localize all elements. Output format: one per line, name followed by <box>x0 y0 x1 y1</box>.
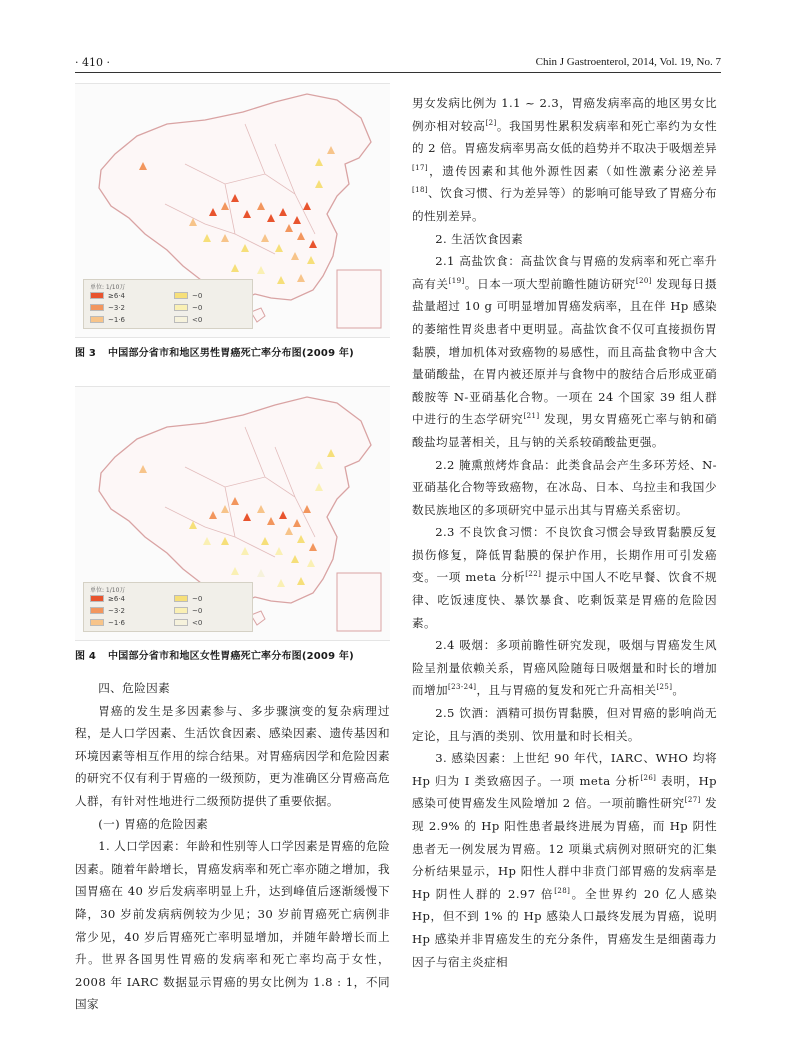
legend-swatch <box>174 595 188 602</box>
figure-3-caption <box>75 344 390 366</box>
hainan-island <box>251 611 265 625</box>
page-number: · 410 · <box>75 56 110 69</box>
subsection-heading: (一) 胃癌的危险因素 <box>98 816 209 831</box>
figure-3-title: 中国部分省市和地区男性胃癌死亡率分布图(2009 年) <box>108 348 354 359</box>
high-salt-paragraph: 2.1 高盐饮食：高盐饮食与胃癌的发病率和死亡率升高有关[19]。日本一项大型前瞻性随访研究[20] 发现每日摄盐量超过 10 g 可明显增加胃癌发病率，且在伴 Hp 感染的萎缩性胃炎患者中更明显。高盐饮食不仅可直接损伤胃黏膜，增加机体对致癌物的易感性，而且高盐食物中含大量硝酸盐，在胃内被还原并与食物中的胺结合后形成亚硝酸胺等 N-亚硝基化合物。一项在 24 个国家 39 组人群中进行的生态学研究[21] 发现，男女胃癌死亡率与钠和硝酸盐均显著相关，且与钠的关系较硝酸盐更强。 <box>412 254 717 449</box>
legend-label: ~0 <box>192 607 203 615</box>
legend-swatch <box>174 607 188 614</box>
infection-paragraph: 3. 感染因素：上世纪 90 年代，IARC、WHO 均将 Hp 归为 I 类致癌因子。一项 meta 分析[26] 表明，Hp 感染可使胃癌发生风险增加 2 倍。一项前瞻性研究[27] 发现 2.9% 的 Hp 阳性患者最终进展为胃癌，而 Hp 阴性患者无一例发展为胃癌。12 项巢式病例对照研究的汇集分析结果显示，Hp 阳性人群中非贲门部胃癌的发病率是 Hp 阴性人群的 2.97 倍[28]。全世界约 20 亿人感染 Hp，但不到 1% 的 Hp 感染人口最终发展为胃癌，说明 Hp 感染并非胃癌发生的充分条件，胃癌发生是细菌毒力因子与宿主炎症相 <box>412 751 718 969</box>
page-header <box>75 52 721 72</box>
legend-swatch <box>90 619 104 626</box>
map-legend <box>83 582 253 632</box>
legend-label: ~0 <box>192 304 203 312</box>
legend-item <box>90 607 125 616</box>
citation-ref: [28] <box>554 886 571 895</box>
legend-label: <0 <box>192 316 203 324</box>
figure-3-label: 图 3 <box>75 348 97 359</box>
demographic-paragraph: 1. 人口学因素：年龄和性别等人口学因素是胃癌的危险因素。随着年龄增长，胃癌发病率和死亡率亦随之增加，我国胃癌在 40 岁后发病率明显上升，达到峰值后逐渐缓慢下降，30 岁前发病病例较为少见；30 岁前胃癌死亡病例非常少见，40 岁后胃癌死亡率明显增加，并随年龄增长而上升。世界各国男性胃癌的发病率和死亡率均高于女性，2008 年 IARC 数据显示胃癌的男女比例为 1.8 : 1，不同国家 <box>75 839 390 1012</box>
citation-ref: [21] <box>523 412 540 421</box>
figure-4-map <box>75 386 390 641</box>
legend-swatch <box>90 316 104 323</box>
south-sea-inset <box>337 270 381 328</box>
legend-unit: 单位: 1/10万 <box>90 284 126 291</box>
legend-label: ~0 <box>192 292 203 300</box>
legend-swatch <box>90 304 104 311</box>
legend-item <box>90 619 125 628</box>
gender-paragraph: 男女发病比例为 1.1 ~ 2.3，胃癌发病率高的地区男女比例亦相对较高[2]。我国男性累积发病率和死亡率约为女性的 2 倍。胃癌发病率男高女低的趋势并不取决于吸烟差异[17]，遗传因素和其他外源性因素（如性激素分泌差异[18]、饮食习惯、行为差异等）的影响可能导致了胃癌分布的性别差异。 <box>412 96 717 223</box>
left-column <box>75 83 390 1016</box>
figure-4-caption <box>75 647 390 669</box>
smoked-food-paragraph: 2.2 腌熏煎烤炸食品：此类食品会产生多环芳烃、N-亚硝基化合物等致癌物，在冰岛、日本、乌拉圭和我国少数民族地区的多项研究中显示出其与胃癌关系密切。 <box>412 457 717 517</box>
citation-ref: [27] <box>684 796 701 805</box>
legend-item <box>90 595 125 604</box>
legend-swatch <box>90 595 104 602</box>
figure-4-label: 图 4 <box>75 651 97 662</box>
eating-habits-paragraph: 2.3 不良饮食习惯：不良饮食习惯会导致胃黏膜反复损伤修复，降低胃黏膜的保护作用，长期作用可引发癌变。一项 meta 分析[22] 提示中国人不吃早餐、饮食不规律、吃饭速度快、暴饮暴食、吃剩饭菜是胃癌的危险因素。 <box>412 525 717 630</box>
legend-label: ~3·2 <box>108 304 125 312</box>
legend-item <box>174 292 202 301</box>
legend-label: ~1·6 <box>108 619 125 627</box>
lifestyle-heading: 2. 生活饮食因素 <box>435 231 524 246</box>
citation-ref: [26] <box>640 773 657 782</box>
citation-ref: [22] <box>525 570 542 579</box>
intro-paragraph: 胃癌的发生是多因素参与、多步骤演变的复杂病理过程，是人口学因素、生活饮食因素、感染因素、遗传基因和环境因素等相互作用的综合结果。对胃癌病因学和危险因素的研究不仅有利于胃癌的一级预防，更为准确区分胃癌高危人群，有针对性地进行二级预防提供了重要依据。 <box>75 703 390 808</box>
legend-swatch <box>174 304 188 311</box>
citation-ref: [19] <box>448 276 465 285</box>
legend-item <box>174 595 202 604</box>
map-legend <box>83 279 253 329</box>
legend-label: ~0 <box>192 595 203 603</box>
citation-ref: [18] <box>412 186 428 195</box>
legend-item <box>90 316 125 325</box>
legend-label: ~1·6 <box>108 316 125 324</box>
legend-swatch <box>90 607 104 614</box>
smoking-paragraph: 2.4 吸烟：多项前瞻性研究发现，吸烟与胃癌发生风险呈剂量依赖关系，胃癌风险随每日吸烟量和时长的增加而增加[23-24]，且与胃癌的复发和死亡升高相关[25]。 <box>412 638 717 698</box>
legend-unit: 单位: 1/10万 <box>90 587 126 594</box>
legend-item <box>174 619 202 628</box>
citation-ref: [23-24] <box>447 683 477 692</box>
journal-citation: Chin J Gastroenterol, 2014, Vol. 19, No. 7 <box>535 56 721 68</box>
figure-4-title: 中国部分省市和地区女性胃癌死亡率分布图(2009 年) <box>108 651 354 662</box>
figure-3-map <box>75 83 390 338</box>
section-heading-risk-factors: 四、危险因素 <box>98 681 171 695</box>
legend-swatch <box>90 292 104 299</box>
south-sea-inset <box>337 573 381 631</box>
right-column <box>412 92 717 973</box>
alcohol-paragraph: 2.5 饮酒：酒精可损伤胃黏膜，但对胃癌的影响尚无定论，且与酒的类别、饮用量和时长相关。 <box>412 706 717 743</box>
legend-label: ~3·2 <box>108 607 125 615</box>
legend-swatch <box>174 316 188 323</box>
header-rule <box>75 72 721 73</box>
legend-item <box>174 304 202 313</box>
legend-item <box>174 607 202 616</box>
legend-label: <0 <box>192 619 203 627</box>
legend-item <box>90 292 125 301</box>
citation-ref: [2] <box>485 118 497 127</box>
citation-ref: [25] <box>656 683 673 692</box>
citation-ref: [17] <box>412 163 428 172</box>
citation-ref: [20] <box>635 276 652 285</box>
legend-label: ≥6·4 <box>108 292 125 300</box>
legend-item <box>174 316 202 325</box>
legend-item <box>90 304 125 313</box>
hainan-island <box>251 308 265 322</box>
legend-swatch <box>174 619 188 626</box>
legend-swatch <box>174 292 188 299</box>
legend-label: ≥6·4 <box>108 595 125 603</box>
